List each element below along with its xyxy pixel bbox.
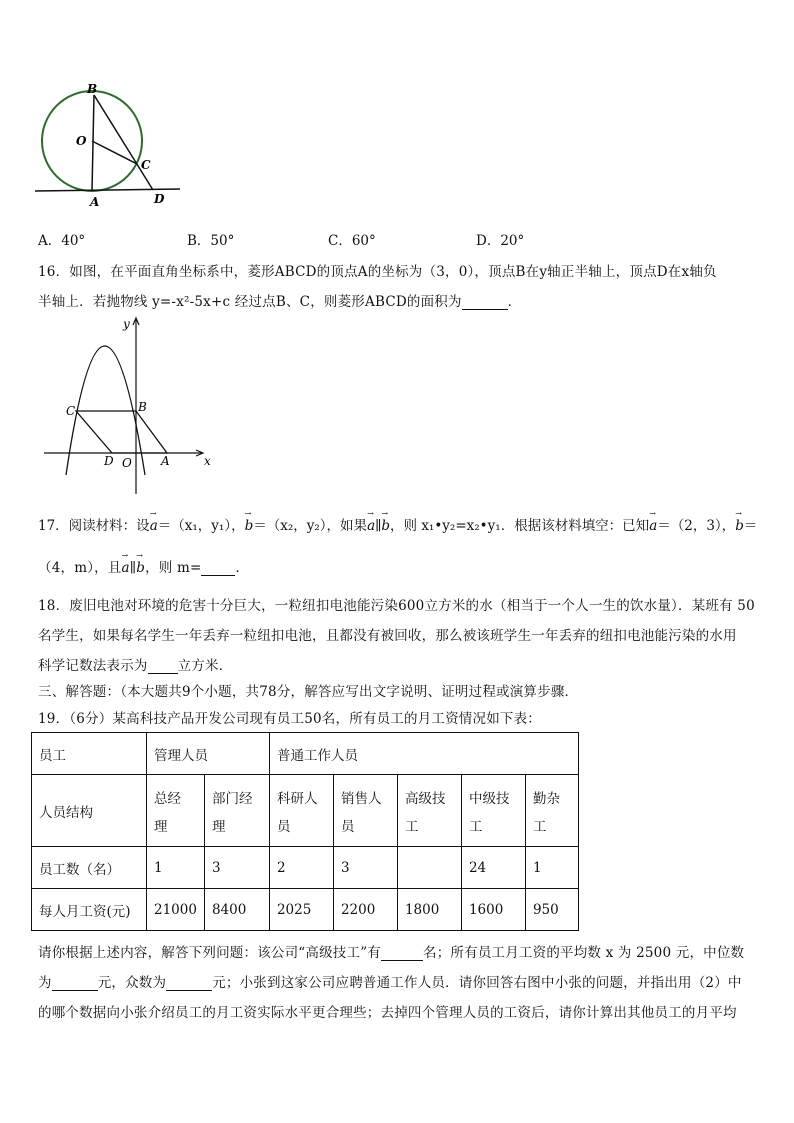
q19-blank-mode <box>166 976 212 991</box>
header-cell-staff: 员工 <box>32 733 147 775</box>
vector-a: → a <box>150 518 158 534</box>
table-row <box>32 847 579 889</box>
q18-answer-blank <box>148 659 178 674</box>
vector-a: → a <box>367 518 375 534</box>
q16-label-a: A <box>161 454 170 468</box>
table-cell: 2200 <box>333 889 397 931</box>
q16-parabola-figure <box>40 312 220 497</box>
header-cell-management: 管理人员 <box>147 733 270 775</box>
table-cell: 8400 <box>204 889 269 931</box>
table-cell: 1600 <box>461 889 525 931</box>
q17-text-line1: 17．阅读材料：设→ a＝（x₁，y₁），→ b＝（x₂，y₂），如果→ a∥→ b，则 x₁•y₂=x₂•y₁．根据该材料填空：已知→ a＝（2，3），→ b＝ <box>38 514 757 534</box>
q16-text-line2: 半轴上．若抛物线 y=-x²-5x+c 经过点B、C，则菱形ABCD的面积为 ． <box>38 294 522 310</box>
table-cell: 销售人 员 <box>333 775 397 847</box>
q19-text-line2: 为 元，众数为 元；小张到这家公司应聘普通工作人员．请你回答右图中小张的问题，并指出用（2）中 <box>38 975 742 991</box>
q19-text-line3: 的哪个数据向小张介绍员工的月工资实际水平更合理些；去掉四个管理人员的工资后，请你计算出其他员工的月平均 <box>38 1005 737 1021</box>
table-cell: 3 <box>333 847 397 889</box>
table-cell: 部门经 理 <box>204 775 269 847</box>
table-cell: 中级技 工 <box>461 775 525 847</box>
q18-text-line1: 18．废旧电池对环境的危害十分巨大，一粒纽扣电池能污染600立方米的水（相当于一个人一生的饮水量）．某班有 50 <box>38 598 755 614</box>
table-cell <box>397 847 461 889</box>
q15-segment-bd <box>94 95 153 190</box>
table-cell: 2025 <box>269 889 333 931</box>
table-cell: 勤杂 工 <box>525 775 578 847</box>
q15-label-c: C <box>141 158 151 172</box>
vector-b: → b <box>381 518 390 534</box>
table-cell: 总经 理 <box>147 775 205 847</box>
q16-text-line1: 16．如图，在平面直角坐标系中，菱形ABCD的顶点A的坐标为（3，0），顶点B在y轴正半轴上，顶点D在x轴负 <box>38 264 717 280</box>
q15-label-b: B <box>87 82 98 96</box>
q16-label-b: B <box>138 400 147 414</box>
q15-option-a: A．40° <box>38 233 86 249</box>
row-label-headcount: 员工数（名） <box>32 847 147 889</box>
q19-intro: 19．（6分）某高科技产品开发公司现有员工50名，所有员工的月工资情况如下表： <box>38 711 541 727</box>
q17-answer-blank <box>201 561 235 576</box>
table-cell: 2 <box>269 847 333 889</box>
q16-rhombus <box>76 411 167 453</box>
vector-b: → b <box>245 518 254 534</box>
table-cell: 科研人 员 <box>269 775 333 847</box>
q15-option-c: C．60° <box>328 233 376 249</box>
q16-label-d: D <box>104 454 114 468</box>
table-cell: 24 <box>461 847 525 889</box>
q15-option-d: D．20° <box>476 233 525 249</box>
table-row <box>32 775 579 847</box>
table-cell: 3 <box>204 847 269 889</box>
vector-a: → a <box>649 518 657 534</box>
vector-b: → b <box>735 518 744 534</box>
q16-label-y: y <box>123 317 130 331</box>
q17-text-line2: （4，m），且→ a∥→ b，则 m= ． <box>38 556 249 576</box>
row-label-monthly-salary: 每人月工资(元) <box>32 889 147 931</box>
vector-b: → b <box>136 560 145 576</box>
q15-tangent-line <box>35 189 180 191</box>
q19-text-line1: 请你根据上述内容，解答下列问题：该公司“高级技工”有 名；所有员工月工资的平均数 x 为 2500 元，中位数 <box>38 945 745 961</box>
q19-blank-senior <box>381 946 423 961</box>
table-cell: 1 <box>147 847 205 889</box>
table-cell: 21000 <box>147 889 205 931</box>
table-row <box>32 889 579 931</box>
q15-circle-figure <box>30 78 200 208</box>
q15-label-a: A <box>90 195 100 208</box>
table-cell: 1 <box>525 847 578 889</box>
table-row <box>32 733 579 775</box>
q18-text-line3: 科学记数法表示为 立方米． <box>38 658 233 674</box>
salary-table <box>31 732 579 931</box>
q16-answer-blank <box>462 295 508 310</box>
q15-label-o: O <box>76 134 87 148</box>
q15-segment-ba <box>92 95 94 191</box>
table-cell: 高级技 工 <box>397 775 461 847</box>
q18-text-line2: 名学生，如果每名学生一年丢弃一粒纽扣电池，且都没有被回收，那么被该班学生一年丢弃的纽扣电池能污染的水用 <box>38 628 737 644</box>
q15-option-b: B．50° <box>187 233 235 249</box>
q15-label-d: D <box>154 192 165 206</box>
header-cell-general-staff: 普通工作人员 <box>269 733 578 775</box>
q16-label-c: C <box>66 404 76 418</box>
q19-blank-median <box>52 976 98 991</box>
q16-label-x: x <box>204 454 211 468</box>
vector-a: → a <box>122 560 130 576</box>
section-three-heading: 三、解答题：（本大题共9个小题，共78分，解答应写出文字说明、证明过程或演算步骤． <box>38 684 579 700</box>
q16-label-o: O <box>122 456 132 470</box>
table-cell: 1800 <box>397 889 461 931</box>
row-label-structure: 人员结构 <box>32 775 147 847</box>
table-cell: 950 <box>525 889 578 931</box>
